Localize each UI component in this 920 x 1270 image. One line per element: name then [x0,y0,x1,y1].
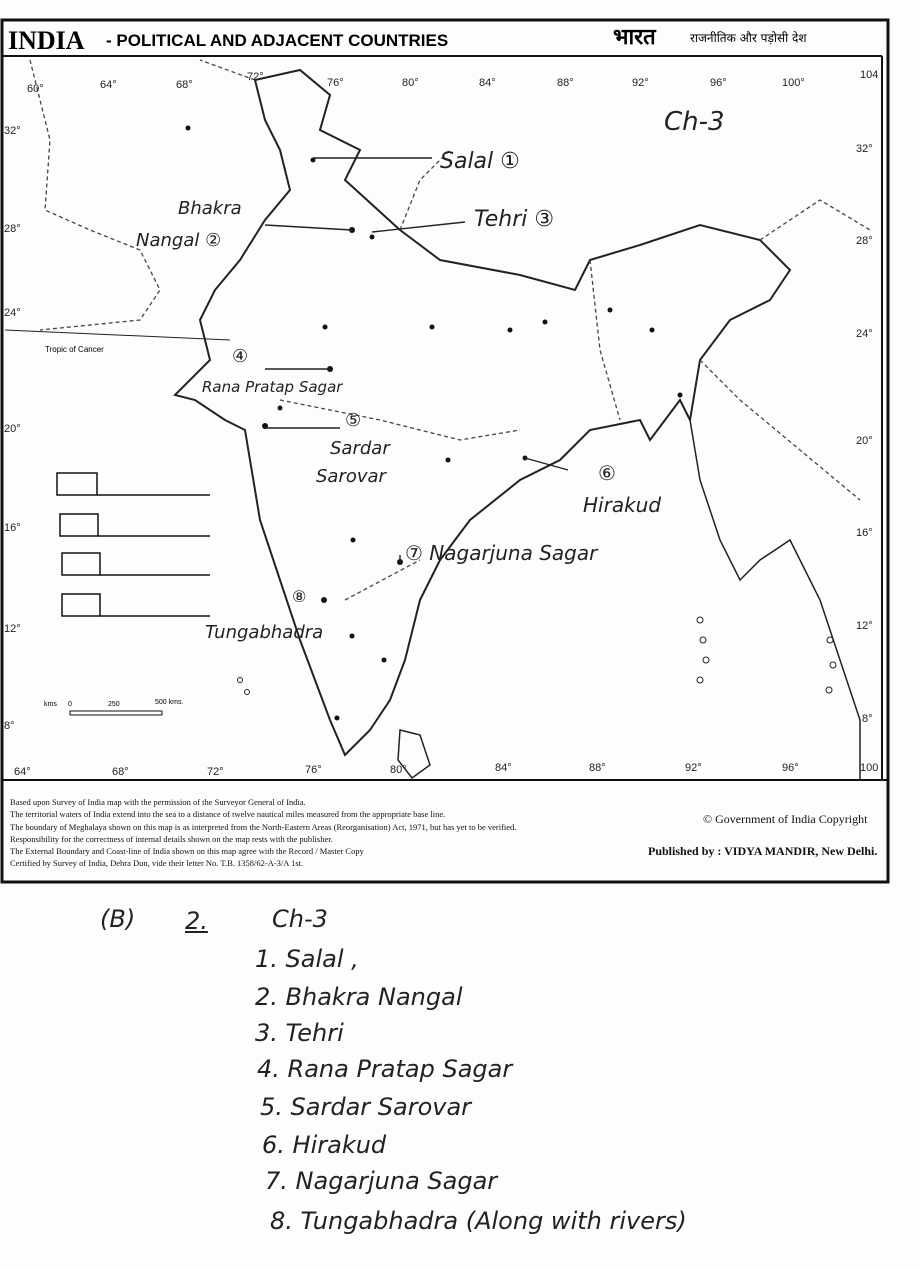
footnote: Certified by Survey of India, Dehra Dun, vide their letter No. T.B. 1358/62-A-3/A 1st. [10,858,304,869]
hindi-title: भारत [613,25,656,50]
answer-item: 1. Salal , [255,945,359,973]
map-subtitle: - POLITICAL AND ADJACENT COUNTRIES [106,31,449,50]
answer-item: 2. Bhakra Nangal [255,983,463,1011]
map-footnotes [10,796,690,870]
tropic-of-cancer-label: Tropic of Cancer [45,345,104,354]
tick-label: 24° [4,307,21,319]
island-dots [238,617,837,695]
answer-item: 7. Nagarjuna Sagar [265,1167,498,1195]
answer-chapter: Ch-3 [272,905,328,933]
answer-section: (B) [100,905,136,933]
salal-label: Salal ① [440,149,520,174]
footnote: Responsibility for the correctness of internal details shown on the map rests with the publisher. [10,833,333,844]
copyright-notice: © Government of India Copyright [703,812,868,826]
left-latitude-ticks [4,125,21,732]
answer-item: 6. Hirakud [262,1131,387,1159]
tick-label: 76° [327,77,344,89]
sardar-number: ⑤ [345,410,362,431]
nagarjuna-label: ⑦ Nagarjuna Sagar [405,541,598,565]
sarovar-label: Sarovar [316,466,386,487]
hirakud-label: Hirakud [583,493,662,517]
tick-label: 88° [557,77,574,89]
tick-label: 84° [495,762,512,774]
answer-boxes [57,473,210,616]
hindi-subtitle: राजनीतिक और पड़ोसी देश [690,31,807,45]
tick-label: 100° [782,77,805,89]
tick-label: 12° [4,623,21,635]
tick-label: 28° [4,223,21,235]
tick-label: 28° [856,235,873,247]
tick-label: 84° [479,77,496,89]
rana-pratap-label: Rana Pratap Sagar [202,378,343,396]
tick-label: 68° [112,766,129,778]
tick-label: 24° [856,328,873,340]
tick-label: 32° [4,125,21,137]
tehri-label: Tehri ③ [474,207,555,232]
tick-label: 32° [856,143,873,155]
tropic-of-cancer-line [5,330,230,340]
handwritten-answer [0,895,920,1265]
answer-item: 5. Sardar Sarovar [260,1093,472,1121]
tick-label: 68° [176,79,193,91]
answer-question-number: 2. [185,907,208,935]
tick-label: 64° [14,766,31,778]
scale-tick: 250 [108,701,120,708]
answer-item: 3. Tehri [255,1019,344,1047]
chapter-annotation: Ch-3 [664,107,725,137]
bottom-longitude-ticks [14,762,878,778]
scale-tick: 500 kms. [155,699,184,706]
tick-label: 92° [685,762,702,774]
neighbour-boundaries [30,60,870,600]
tungabhadra-label: Tungabhadra [205,622,324,643]
tick-label: 80° [402,77,419,89]
tick-label: 92° [632,77,649,89]
tick-label: 20° [4,423,21,435]
tick-label: 8° [862,713,873,725]
answer-item: 4. Rana Pratap Sagar [257,1055,513,1083]
tick-label: 16° [856,527,873,539]
tick-label: 12° [856,620,873,632]
tick-label: 72° [207,766,224,778]
tick-label: 8° [4,720,15,732]
footnote: Based upon Survey of India map with the permission of the Surveyor General of India. [10,797,306,807]
tick-label: 100 [860,762,879,774]
tick-label: 20° [856,435,873,447]
map-title: INDIA [8,26,85,55]
footnote: The boundary of Meghalaya shown on this map is as interpreted from the North-Eastern Areas (Reorganisation) Act, 1971, but has yet to be verified. [10,821,517,832]
answer-item: 8. Tungabhadra (Along with rivers) [270,1207,687,1235]
bhakra-label: Bhakra [178,198,242,219]
tick-label: 96° [710,77,727,89]
tick-label: 104 [860,69,879,81]
right-latitude-ticks [856,143,873,725]
tick-label: 80° [390,764,407,776]
nangal-label: Nangal ② [136,230,222,251]
scale-tick: 0 [68,701,72,708]
publisher-notice: Published by : VIDYA MANDIR, New Delhi. [648,844,878,858]
scale-unit: kms [44,701,57,708]
tick-label: 76° [305,764,322,776]
tick-label: 60° [27,83,44,95]
sardar-label: Sardar [330,438,390,459]
footnote: The External Boundary and Coast-line of India shown on this map agree with the Record / Master Copy [10,846,364,857]
tick-label: 96° [782,762,799,774]
hirakud-number: ⑥ [598,461,616,485]
tungabhadra-number: ⑧ [292,587,307,606]
tick-label: 16° [4,522,21,534]
rana-number: ④ [232,346,249,367]
tick-label: 64° [100,79,117,91]
myanmar-coast [690,420,860,780]
top-longitude-ticks [27,69,878,95]
tick-label: 72° [247,71,264,83]
footnote: The territorial waters of India extend into the sea to a distance of twelve nautical miles measured from the appropriate base line. [10,809,446,820]
scale-bar [44,699,183,715]
tick-label: 88° [589,762,606,774]
